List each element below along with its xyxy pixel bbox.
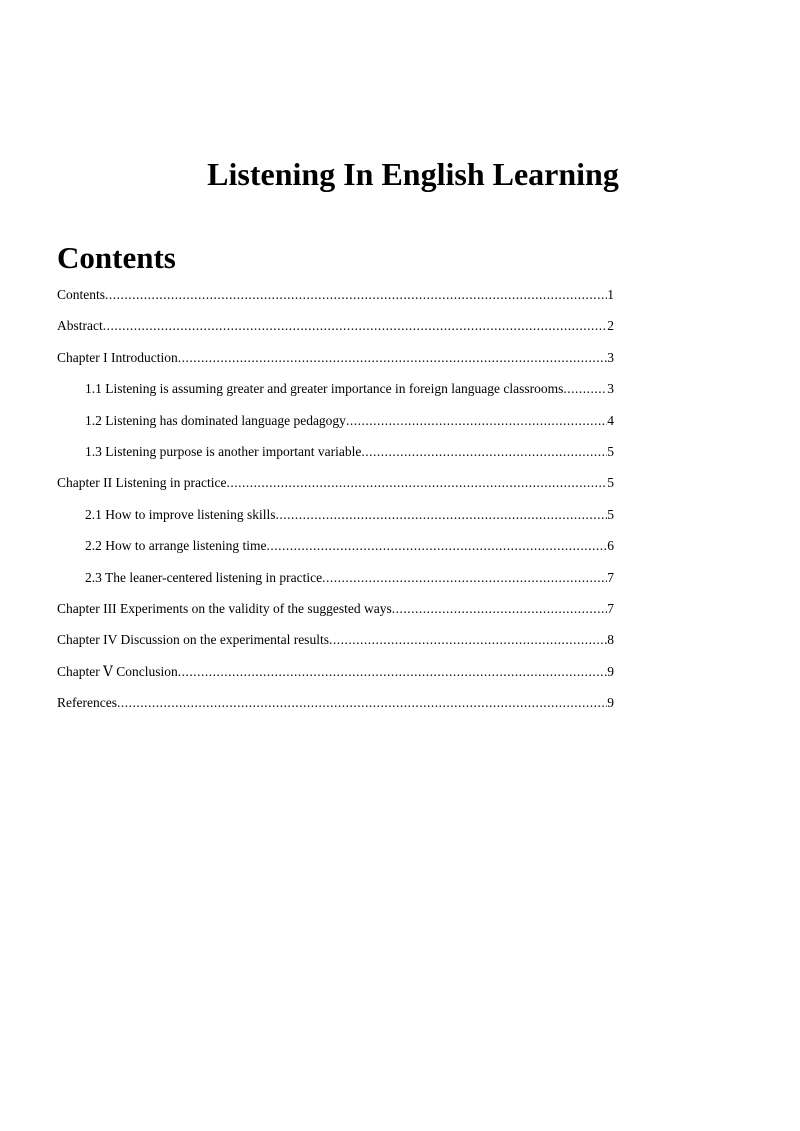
toc-entry-label[interactable]: 1.1 Listening is assuming greater and greater importance in foreign language classrooms <box>85 381 564 397</box>
toc-heading: Contents <box>57 240 176 275</box>
toc-leader-dots <box>226 471 607 495</box>
toc-entry-references[interactable] <box>57 691 614 722</box>
toc-entry-label[interactable]: 1.3 Listening purpose is another important variable <box>85 443 362 459</box>
toc-entry-section-2-1[interactable] <box>57 503 614 534</box>
table-of-contents <box>57 283 614 722</box>
toc-page-number: 9 <box>607 695 614 711</box>
toc-leader-dots <box>266 534 607 558</box>
toc-entry-chapter-1[interactable] <box>57 346 614 377</box>
toc-leader-dots <box>392 597 607 621</box>
toc-leader-dots <box>178 660 608 684</box>
toc-entry-label[interactable]: Chapter I Introduction <box>57 349 178 365</box>
toc-entry-label[interactable]: Chapter Ⅴ Conclusion <box>57 663 178 679</box>
toc-entry-label[interactable]: 2.1 How to improve listening skills <box>85 506 276 522</box>
toc-leader-dots <box>105 283 607 307</box>
toc-page-number: 3 <box>607 381 614 397</box>
toc-page-number: 9 <box>607 663 614 679</box>
toc-page-number: 5 <box>607 475 614 491</box>
toc-leader-dots <box>178 346 608 370</box>
toc-entry-section-1-3[interactable] <box>57 440 614 471</box>
toc-leader-dots <box>276 503 608 527</box>
toc-page-number: 6 <box>607 538 614 554</box>
toc-entry-label[interactable]: Chapter III Experiments on the validity of the suggested ways <box>57 600 392 616</box>
toc-entry-label[interactable]: Chapter IV Discussion on the experimental results <box>57 632 329 648</box>
toc-entry-chapter-5[interactable] <box>57 660 614 691</box>
toc-leader-dots <box>329 628 607 652</box>
toc-entry-label[interactable]: References <box>57 695 117 711</box>
toc-page-number: 8 <box>607 632 614 648</box>
toc-page-number: 1 <box>607 287 614 302</box>
toc-leader-dots <box>117 691 607 715</box>
toc-entry-chapter-2[interactable] <box>57 471 614 502</box>
toc-leader-dots <box>346 409 607 433</box>
document-title: Listening In English Learning <box>207 156 619 192</box>
toc-page-number: 7 <box>607 600 614 616</box>
toc-page-number: 5 <box>607 506 614 522</box>
toc-entry-label[interactable]: Abstract <box>57 318 103 334</box>
toc-leader-dots <box>103 314 608 338</box>
toc-entry-section-2-2[interactable] <box>57 534 614 565</box>
toc-entry-section-1-2[interactable] <box>57 409 614 440</box>
toc-entry-label[interactable]: 2.2 How to arrange listening time <box>85 538 267 554</box>
toc-page-number: 5 <box>607 443 614 459</box>
toc-entry-abstract[interactable] <box>57 314 614 345</box>
toc-entry-label[interactable]: 1.2 Listening has dominated language pedagogy <box>85 412 346 428</box>
toc-leader-dots <box>322 566 607 590</box>
toc-entry-label[interactable]: Contents <box>57 287 106 302</box>
toc-entry-section-1-1[interactable] <box>57 377 614 408</box>
toc-entry-contents[interactable] <box>57 283 614 314</box>
toc-entry-label[interactable]: 2.3 The leaner-centered listening in practice <box>85 569 323 585</box>
toc-entry-chapter-3[interactable] <box>57 597 614 628</box>
toc-entry-chapter-4[interactable] <box>57 628 614 659</box>
toc-leader-dots <box>563 377 607 401</box>
toc-page-number: 7 <box>607 569 614 585</box>
toc-page-number: 2 <box>607 318 614 334</box>
toc-leader-dots <box>361 440 607 464</box>
toc-entry-section-2-3[interactable] <box>57 566 614 597</box>
toc-entry-label[interactable]: Chapter II Listening in practice <box>57 475 227 491</box>
toc-page-number: 3 <box>607 349 614 365</box>
toc-page-number: 4 <box>607 412 614 428</box>
